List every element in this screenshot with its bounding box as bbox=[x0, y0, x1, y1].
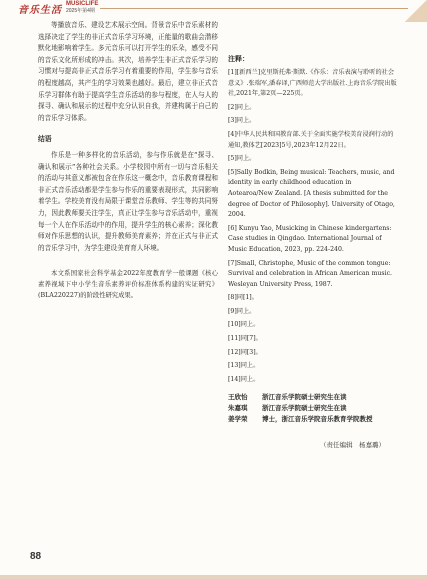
section-title: 结语 bbox=[38, 135, 52, 144]
reference-item: [9]同上。 bbox=[228, 307, 256, 315]
reference-item: [5]Sally Bodkin, Being musical: Teachers, music, and identity in early childhood education in Aotearoa/New Zealand. [A thesis submitted for the degree of Doctor of Philosophy]. University of Otago, 2004. bbox=[228, 168, 395, 219]
reference-item: [14]同上。 bbox=[228, 375, 260, 383]
body-paragraph-2: 作乐是一种多样化的音乐活动，参与作乐就是在“探寻、确认和展示”各种社会关系。小学校园中所有一切与音乐相关的活动与其意义都被包含在作乐这一概念中，音乐教育课程和非正式音乐活动都是学生参与作乐的重要表现形式，共同影响着学生。学校美育没有局限于课堂音乐教师、学生等的共同努力，因此教师要关注学生，真正让学生参与音乐活动中，重视每一个人在作乐活动中的作用，提升学生的核心素养；深化教师对作乐思想的认识，提升教师美育素养；并在正式与非正式的音乐学习中，为学生建设美育育人环境。 bbox=[38, 150, 218, 252]
author-name: 姜学荣 bbox=[228, 414, 248, 423]
author-row bbox=[228, 403, 408, 414]
magazine-logo: 音乐生活 bbox=[18, 5, 62, 16]
page-number: 88 bbox=[30, 551, 42, 562]
reference-item: [11]同[7]。 bbox=[228, 335, 262, 343]
author-name: 朱嘉琪 bbox=[228, 403, 248, 412]
page-header bbox=[0, 0, 427, 14]
footer-bar bbox=[0, 575, 427, 579]
references-list bbox=[228, 68, 398, 388]
reference-item: [12]同[3]。 bbox=[228, 348, 262, 356]
magazine-logo-latin: MUSICLIFE bbox=[66, 1, 99, 7]
author-desc: 博士，浙江音乐学院音乐教育学院教授 bbox=[262, 414, 373, 423]
author-desc: 浙江音乐学院硕士研究生在读 bbox=[262, 403, 347, 412]
corner-decoration bbox=[405, 0, 427, 22]
body-paragraph-1: 等播放音乐、建设艺术展示空间。背景音乐中音乐素材的选择决定了学生的非正式音乐学习环境，正能量的歌曲会潜移默化地影响着学生。多元音乐可以打开学生的乐朵，感受不同的音乐文化所形成的冲击。其次，培养学生非正式音乐学习的习惯对与提高非正式音乐学习有着重要的作用，学生参与音乐的程度越高，其产生的学习效果也越好。最后，建立非正式音乐学习群体有助于提高学生音乐活动的参与程度，在人与人的探寻、确认和展示的过程中充分认识自我，并建构属于自己的的音乐学习体系。 bbox=[38, 21, 218, 122]
reference-item: [2]同上。 bbox=[228, 103, 256, 111]
author-desc: 浙江音乐学院硕士研究生在读 bbox=[262, 393, 347, 401]
reference-item: [8]同[1]。 bbox=[228, 294, 258, 302]
reference-item: [7]Small, Christophe, Music of the common tongue: Survival and celebration in African American music. Wesleyan University Press, 1987. bbox=[228, 259, 393, 288]
author-row bbox=[228, 392, 408, 403]
responsible-editor: （责任编辑 杨嘉璐） bbox=[320, 441, 385, 449]
reference-item: [6] Kunyu Yao, Musicking in Chinese kindergartens: Case studies in Qingdao. International Journal of Music Education, 2023, pp. 224-240. bbox=[228, 224, 392, 253]
author-name: 王欣怡 bbox=[228, 393, 248, 401]
left-column bbox=[38, 20, 218, 308]
reference-item: [13]同上。 bbox=[228, 362, 260, 370]
fund-note: 本文系国家社会科学基金2022年度教育学一般课题《核心素养视域下中小学生音乐素养评价标准体系构建的实证研究》(BLA220227)的阶段性研究成果。 bbox=[38, 270, 218, 300]
reference-item: [1][新西兰]克里斯托弗·斯默.《作乐：音乐表演与聆听的社会意义》.张瑞军,潘春译,广西师范大学出版社.上海音乐学院出版社,2021年,第2页—225页。 bbox=[228, 69, 397, 98]
reference-item: [5]同上。 bbox=[228, 155, 256, 163]
reference-item: [10]同上。 bbox=[228, 321, 260, 329]
header-rule bbox=[100, 8, 408, 9]
issue-label: 2025年第4期 bbox=[66, 8, 95, 14]
author-list bbox=[228, 392, 408, 424]
reference-item: [3]同上。 bbox=[228, 117, 256, 125]
author-row bbox=[228, 414, 408, 425]
references-title: 注释： bbox=[228, 55, 249, 63]
reference-item: [4]中华人民共和国教育部.关于全面实施学校美育浸润行动的通知,教体艺[2023]5号,2023年12月22日。 bbox=[228, 130, 394, 149]
